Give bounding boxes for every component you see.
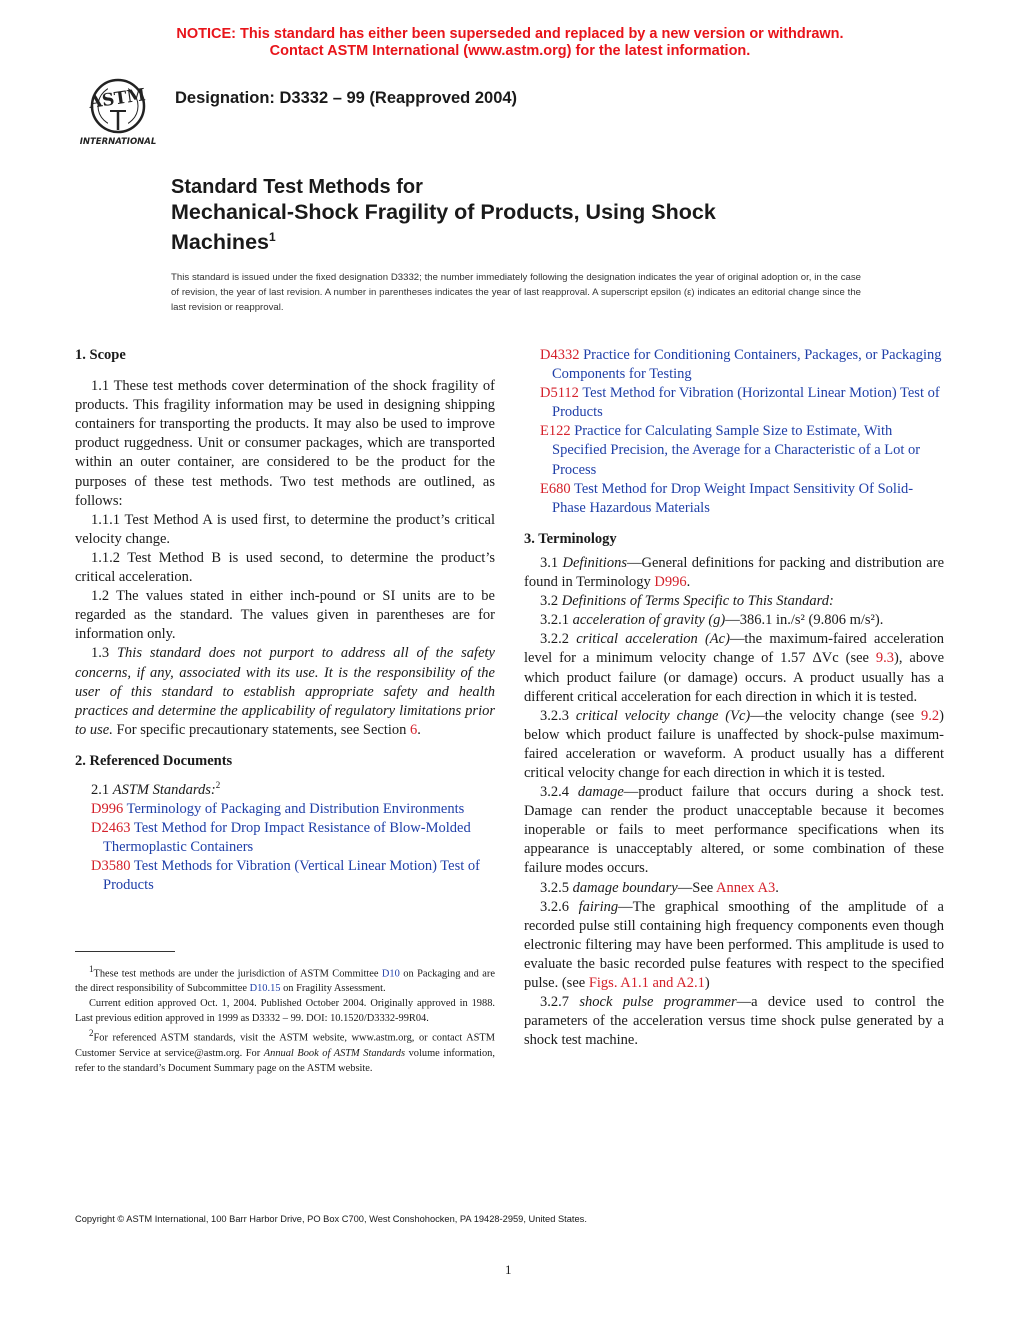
section-3-heading: 3. Terminology <box>524 530 617 547</box>
withdrawal-notice <box>0 26 1020 60</box>
notice-line-1: NOTICE: This standard has either been superseded and replaced by a new version or withdrawn. <box>176 26 844 42</box>
ref-d2463[interactable]: D2463 Test Method for Drop Impact Resistance of Blow-Molded Thermoplastic Containers <box>91 819 471 856</box>
document-title <box>171 175 891 255</box>
para-3-2-3: 3.2.3 critical velocity change (Vc)—the velocity change (see 9.2) below which product failure is unaffected by shock-pulse maximum-faired acceleration or waveform. A product usually has a different critical velocity change for each direction in which it is tested. <box>524 707 945 781</box>
footnote-rule <box>75 951 175 952</box>
footnote-2: $^2$For referenced ASTM standards, visit the ASTM website, www.astm.org, or contact ASTM Customer Service at service@astm.org. For Annual Book of ASTM Standards volume information, refer to the standard’s Document Summary page on the ASTM website. <box>75 1028 495 1074</box>
ref-d996[interactable]: D996 Terminology of Packaging and Distribution Environments <box>91 800 465 817</box>
section-2-heading: 2. Referenced Documents <box>75 752 233 769</box>
para-1-1-2: 1.1.2 Test Method B is used second, to determine the product’s critical acceleration. <box>75 549 495 586</box>
para-3-2: 3.2 Definitions of Terms Specific to This Standard: <box>540 593 834 610</box>
notice-line-2: Contact ASTM International (www.astm.org) for the latest information. <box>269 43 751 59</box>
right-column <box>524 346 944 1050</box>
d10-15-link[interactable]: D10.15 <box>249 983 281 995</box>
ref-d3580[interactable]: D3580 Test Methods for Vibration (Vertical Linear Motion) Test of Products <box>91 858 480 894</box>
section-9-2-link[interactable]: 9.2 <box>921 707 940 724</box>
annex-a3-link[interactable]: Annex A3 <box>716 879 776 896</box>
logo-international: INTERNATIONAL <box>79 137 157 147</box>
section-1-heading: 1. Scope <box>75 347 126 363</box>
copyright-line: Copyright © ASTM International, 100 Barr Harbor Drive, PO Box C700, West Conshohocken, PA 19428-2959, United States. <box>75 1214 587 1224</box>
ref-d4332[interactable]: D4332 Practice for Conditioning Containers, Packages, or Packaging Components for Testing <box>540 347 942 383</box>
ref-e680[interactable]: E680 Test Method for Drop Weight Impact Sensitivity Of Solid-Phase Hazardous Materials <box>540 480 914 516</box>
para-2-1: 2.1 ASTM Standards:$^2$ <box>91 779 221 798</box>
footnotes <box>75 962 495 1076</box>
astm-logo <box>74 74 162 148</box>
para-3-2-6: 3.2.6 fairing—The graphical smoothing of the amplitude of a recorded pulse still containing high frequency components even though electronic filtering may have been performed. This amplitude is used to evaluate the basic recorded pulse features with respect to the specified pulse. (see Figs. A1.1 and A2.1) <box>524 898 944 991</box>
d10-link[interactable]: D10 <box>381 968 400 980</box>
footnote-1: $^1$These test methods are under the jurisdiction of ASTM Committee D10 on Packaging and are the direct responsibility of Subcommittee D10.15 on Fragility Assessment. <box>75 964 495 995</box>
section-9-3-link[interactable]: 9.3 <box>875 650 895 667</box>
para-1-1-1: 1.1.1 Test Method A is used first, to determine the product’s critical velocity change. <box>75 511 495 547</box>
logo-brand: ASTM <box>87 85 147 113</box>
ref-d5112[interactable]: D5112 Test Method for Vibration (Horizontal Linear Motion) Test of Products <box>540 385 940 421</box>
para-3-1: 3.1 Definitions—General definitions for packing and distribution are found in Terminology D996. <box>524 554 945 591</box>
para-1-3: 1.3 This standard does not purport to address all of the safety concerns, if any, associated with its use. It is the responsibility of the user of this standard to establish appropriate safety and health practices and determine the applicability of regulatory limitations prior to use. For specific precautionary statements, see Section 6. <box>75 645 495 738</box>
para-3-2-1: 3.2.1 acceleration of gravity (g)—386.1 in./s² (9.806 m/s²). <box>540 612 884 629</box>
title-footnote-mark: 1 <box>268 230 276 244</box>
para-1-2: 1.2 The values stated in either inch-pound or SI units are to be regarded as the standard. The values given in parentheses are for information only. <box>75 588 495 643</box>
title-line-1: Standard Test Methods for <box>171 176 423 198</box>
title-line-3: Machines <box>171 230 269 255</box>
figs-link[interactable]: Figs. A1.1 and A2.1 <box>588 975 705 991</box>
ref-e122[interactable]: E122 Practice for Calculating Sample Size to Estimate, With Specified Precision, the Average for a Characteristic of a Lot or Process <box>540 423 921 478</box>
para-1-1: 1.1 These test methods cover determination of the shock fragility of products. This fragility information may be used in designing shipping containers for transporting the products. It may also be used to improve product ruggedness. Unit or consumer packages, which are transported within an outer container, are considered to be the product for the purposes of these test methods. Two test methods are outlined, as follows: <box>75 378 495 509</box>
section-6-link[interactable]: 6 <box>410 721 418 738</box>
para-3-2-5: 3.2.5 damage boundary—See Annex A3. <box>540 879 779 896</box>
para-3-2-2: 3.2.2 critical acceleration (Ac)—the maximum-faired acceleration level for a minimum velocity change of 1.57 ΔVc (see 9.3), above which product failure (or damage) occurs. A product usually has a different critical acceleration for each direction in which it is tested. <box>524 631 945 705</box>
title-line-2: Mechanical-Shock Fragility of Products, Using Shock <box>171 200 716 224</box>
para-3-2-7: 3.2.7 shock pulse programmer—a device used to control the parameters of the acceleration versus time shock pulse generated by a shock test machine. <box>524 994 945 1049</box>
page-number: 1 <box>505 1262 512 1277</box>
d996-link[interactable]: D996 <box>654 574 687 591</box>
issue-note: This standard is issued under the fixed designation D3332; the number immediately following the designation indicates the year of original adoption or, in the case of revision, the year of last revision. A number in parentheses indicates the year of last reapproval. A superscript epsilon (ε) indicates an editorial change since the last revision or reapproval. <box>171 272 861 313</box>
footnote-1b: Current edition approved Oct. 1, 2004. Published October 2004. Originally approved in 1988. Last previous edition approved in 1999 as D3332 – 99. DOI: 10.1520/D3332-99R04. <box>75 998 495 1025</box>
left-column <box>75 346 495 895</box>
designation: Designation: D3332 – 99 (Reapproved 2004) <box>175 89 518 107</box>
para-3-2-4: 3.2.4 damage—product failure that occurs during a shock test. Damage can render the product unacceptable because it becomes inoperable or fails to meet performance specifications when its appearance is unacceptably altered, or some combination of these failure modes occurs. <box>524 784 944 877</box>
